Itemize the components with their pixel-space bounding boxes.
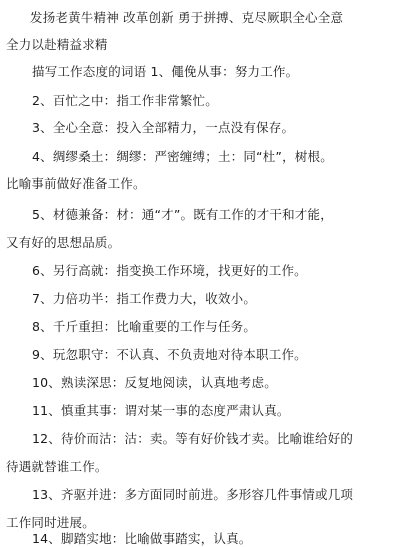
list-item: 12、待价而沽：沽：卖。等有好价钱才卖。比喻谁给好的 xyxy=(32,431,354,446)
list-item: 13、齐驱并进：多方面同时前进。多形容几件事情或几项 xyxy=(32,487,354,502)
list-item: 8、千斤重担：比喻重要的工作与任务。 xyxy=(32,319,257,334)
intro-line: 描写工作态度的词语 1、僶俛从事：努力工作。 xyxy=(32,64,299,79)
list-item: 10、熟读深思：反复地阅读，认真地考虑。 xyxy=(32,375,277,390)
title-line-1: 发扬老黄牛精神 改革创新 勇于拼搏、克尽厥职全心全意 xyxy=(30,10,344,25)
list-item: 14、脚踏实地：比喻做事踏实，认真。 xyxy=(32,531,252,546)
title-line-2: 全力以赴精益求精 xyxy=(6,37,108,52)
list-item-continuation: 待遇就替谁工作。 xyxy=(6,459,108,474)
list-item: 5、材德兼备：材：通“才”。既有工作的才干和才能， xyxy=(32,207,333,222)
list-item-continuation: 又有好的思想品质。 xyxy=(6,235,121,250)
list-item: 11、慎重其事：谓对某一事的态度严肃认真。 xyxy=(32,403,290,418)
list-item-continuation: 比喻事前做好准备工作。 xyxy=(6,176,146,191)
list-item: 6、另行高就：指变换工作环境，找更好的工作。 xyxy=(32,263,307,278)
list-item: 3、全心全意：投入全部精力，一点没有保存。 xyxy=(32,120,295,135)
list-item-continuation: 工作同时进展。 xyxy=(6,515,95,530)
list-item: 2、百忙之中：指工作非常繁忙。 xyxy=(32,93,218,108)
list-item: 7、力倍功半：指工作费力大，收效小。 xyxy=(32,291,257,306)
list-item: 4、绸缪桑土：绸缪：严密缠缚；土：同“杜”，树根。 xyxy=(32,149,333,164)
list-item: 9、玩忽职守：不认真、不负责地对待本职工作。 xyxy=(32,347,307,362)
